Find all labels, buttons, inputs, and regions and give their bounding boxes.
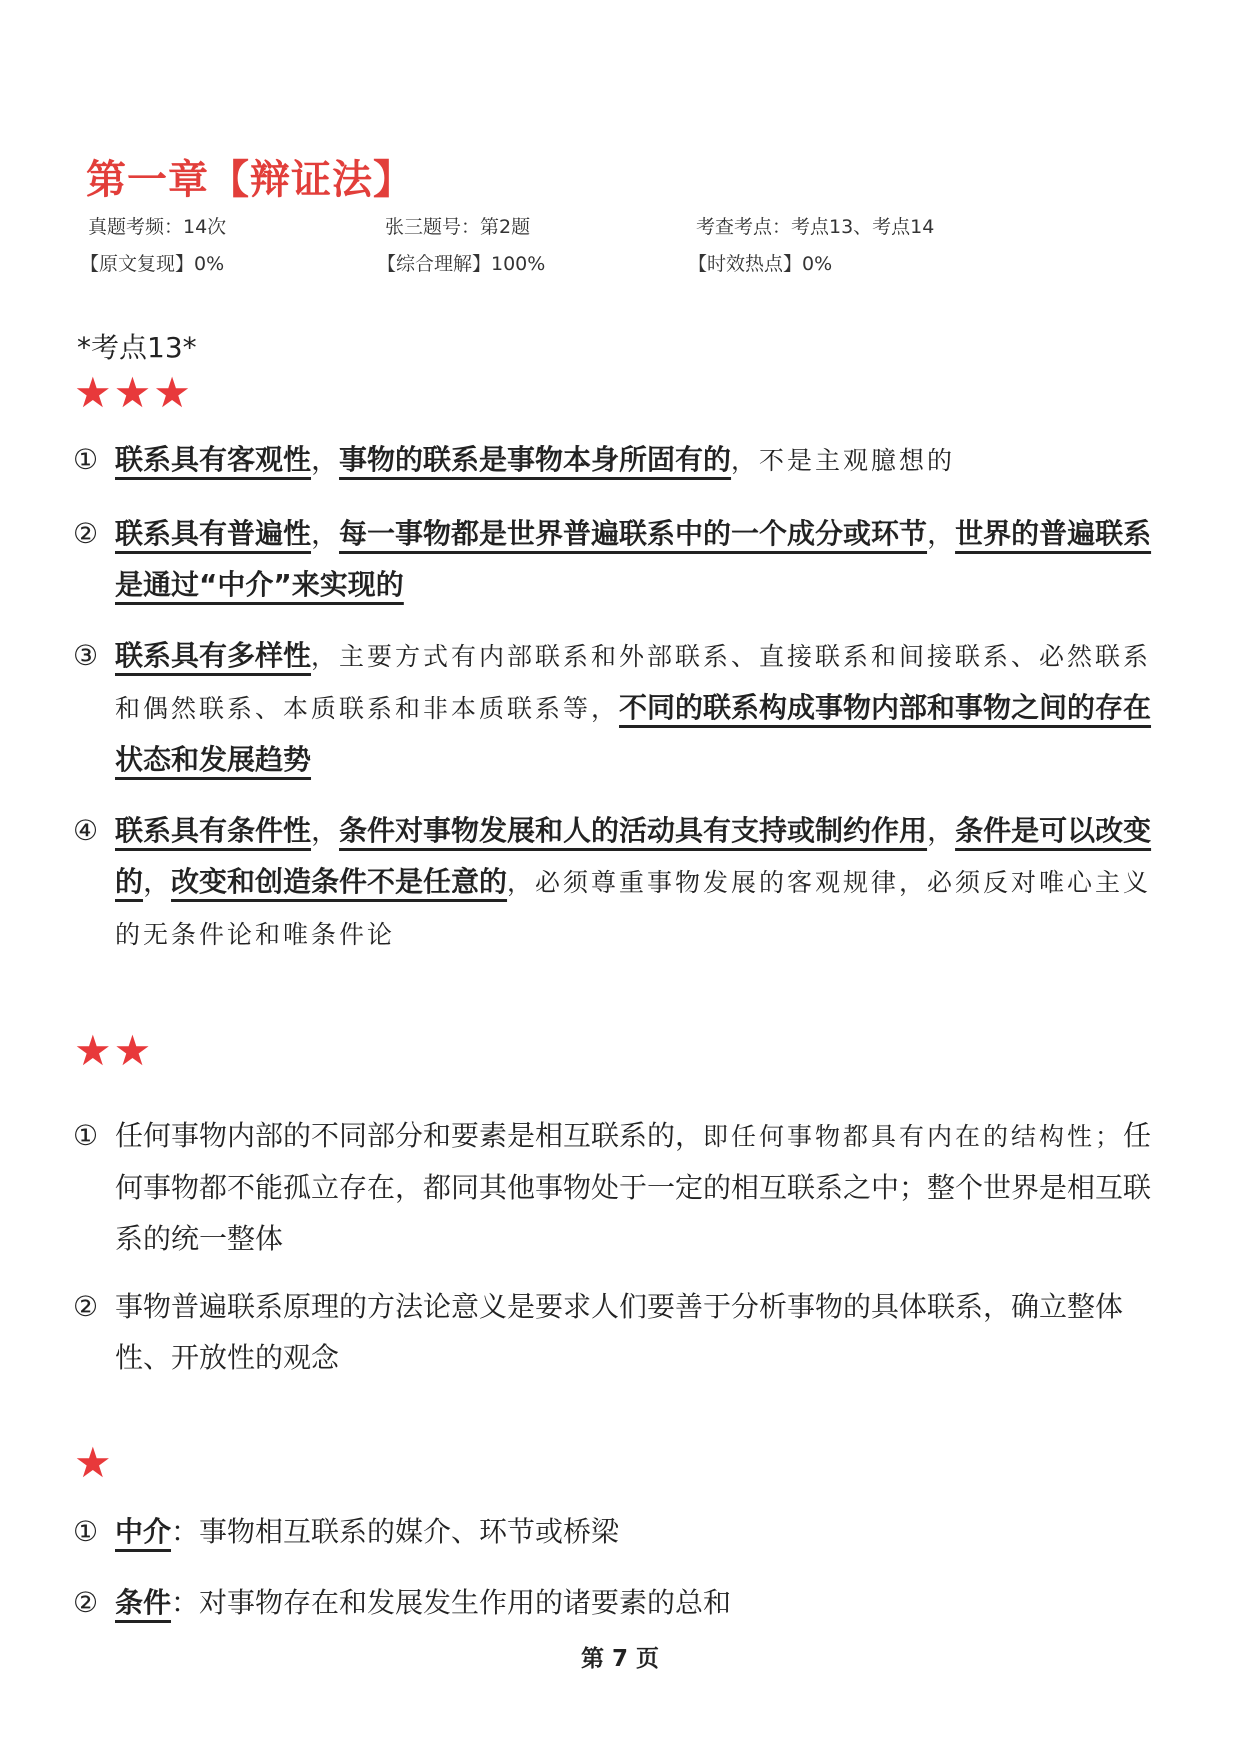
item-number: ①	[73, 1515, 99, 1548]
item-number: ②	[73, 1586, 99, 1619]
item-number: ①	[73, 1119, 99, 1152]
three-star-item-1	[73, 440, 1173, 481]
definition: ：事物相互联系的媒介、环节或桥梁	[171, 1515, 620, 1548]
key-phrase: 事物的联系是事物本身所固有的	[339, 443, 732, 476]
term: 条件	[115, 1586, 172, 1619]
two-star-item-1	[73, 1110, 1173, 1264]
chapter-title: 第一章【辩证法】	[86, 157, 414, 203]
two-star-rating: ★★	[74, 1026, 154, 1075]
separator: ，	[311, 443, 340, 476]
supplementary-text: ，主要方式有内部联系和外部联系、直接联系和间接联系、必然联系和偶然联系、本质联系和非本质联系等，	[115, 642, 1152, 723]
key-phrase: 联系具有普遍性	[115, 517, 312, 550]
section-label: *考点13*	[77, 331, 197, 364]
key-phrase: 每一事物都是世界普遍联系中的一个成分或环节	[339, 517, 928, 550]
definition: ：对事物存在和发展发生作用的诸要素的总和	[171, 1586, 732, 1619]
supplementary-text: ，不是主观臆想的	[731, 446, 956, 475]
body-text: 事物普遍联系原理的方法论意义是要求人们要善于分析事物的具体联系，确立整体性、开放性的观念	[115, 1290, 1124, 1374]
supplementary-text: ，必须尊重事物发展的客观规律，必须反对唯心主义的无条件论和唯条件论	[115, 868, 1152, 949]
item-number: ③	[73, 639, 99, 672]
meta-exam-frequency: 真题考频：14次	[88, 216, 227, 238]
key-phrase: 改变和创造条件不是任意的	[171, 865, 508, 898]
separator: ，	[927, 517, 956, 550]
term: 中介	[115, 1515, 172, 1548]
one-star-item-1	[73, 1512, 1173, 1552]
three-star-item-4	[73, 805, 1173, 960]
meta-exam-points: 考查考点：考点13、考点14	[696, 216, 935, 238]
supplementary-text: 即任何事物都具有内在的结构性；	[703, 1122, 1124, 1151]
item-number: ④	[73, 814, 99, 847]
key-phrase: 不同的联系构成事物内部和事物之间的存在状态和发展趋势	[115, 691, 1152, 776]
meta-hot-topic: 【时效热点】0%	[688, 253, 833, 275]
key-phrase: 条件是可以改变的	[115, 814, 1152, 898]
page-number: 第 7 页	[580, 1646, 660, 1672]
key-phrase: 条件对事物发展和人的活动具有支持或制约作用	[339, 814, 928, 847]
three-star-item-2	[73, 508, 1173, 610]
key-phrase: 联系具有条件性	[115, 814, 312, 847]
meta-question-number: 张三题号：第2题	[385, 216, 531, 238]
item-number: ①	[73, 443, 99, 476]
key-phrase: 联系具有客观性	[115, 443, 312, 476]
key-phrase: 联系具有多样性	[115, 639, 312, 672]
meta-original-recall: 【原文复现】0%	[80, 253, 225, 275]
two-star-item-2	[73, 1281, 1173, 1383]
item-number: ②	[73, 517, 99, 550]
separator: ，	[927, 814, 956, 847]
one-star-item-2	[73, 1583, 1173, 1623]
key-phrase: 世界的普遍联系是通过“中介”来实现的	[115, 517, 1152, 601]
meta-comprehension: 【综合理解】100%	[377, 253, 546, 275]
separator: ，	[311, 814, 340, 847]
separator: ，	[311, 517, 340, 550]
item-number: ②	[73, 1290, 99, 1323]
body-text: 任何事物内部的不同部分和要素是相互联系的，	[115, 1119, 704, 1152]
separator: ，	[143, 865, 172, 898]
body-text: 任何事物都不能孤立存在，都同其他事物处于一定的相互联系之中；整个世界是相互联系的统一整体	[115, 1119, 1152, 1255]
three-star-item-3	[73, 630, 1173, 785]
three-star-rating: ★★★	[74, 368, 193, 417]
one-star-rating: ★	[74, 1438, 114, 1487]
